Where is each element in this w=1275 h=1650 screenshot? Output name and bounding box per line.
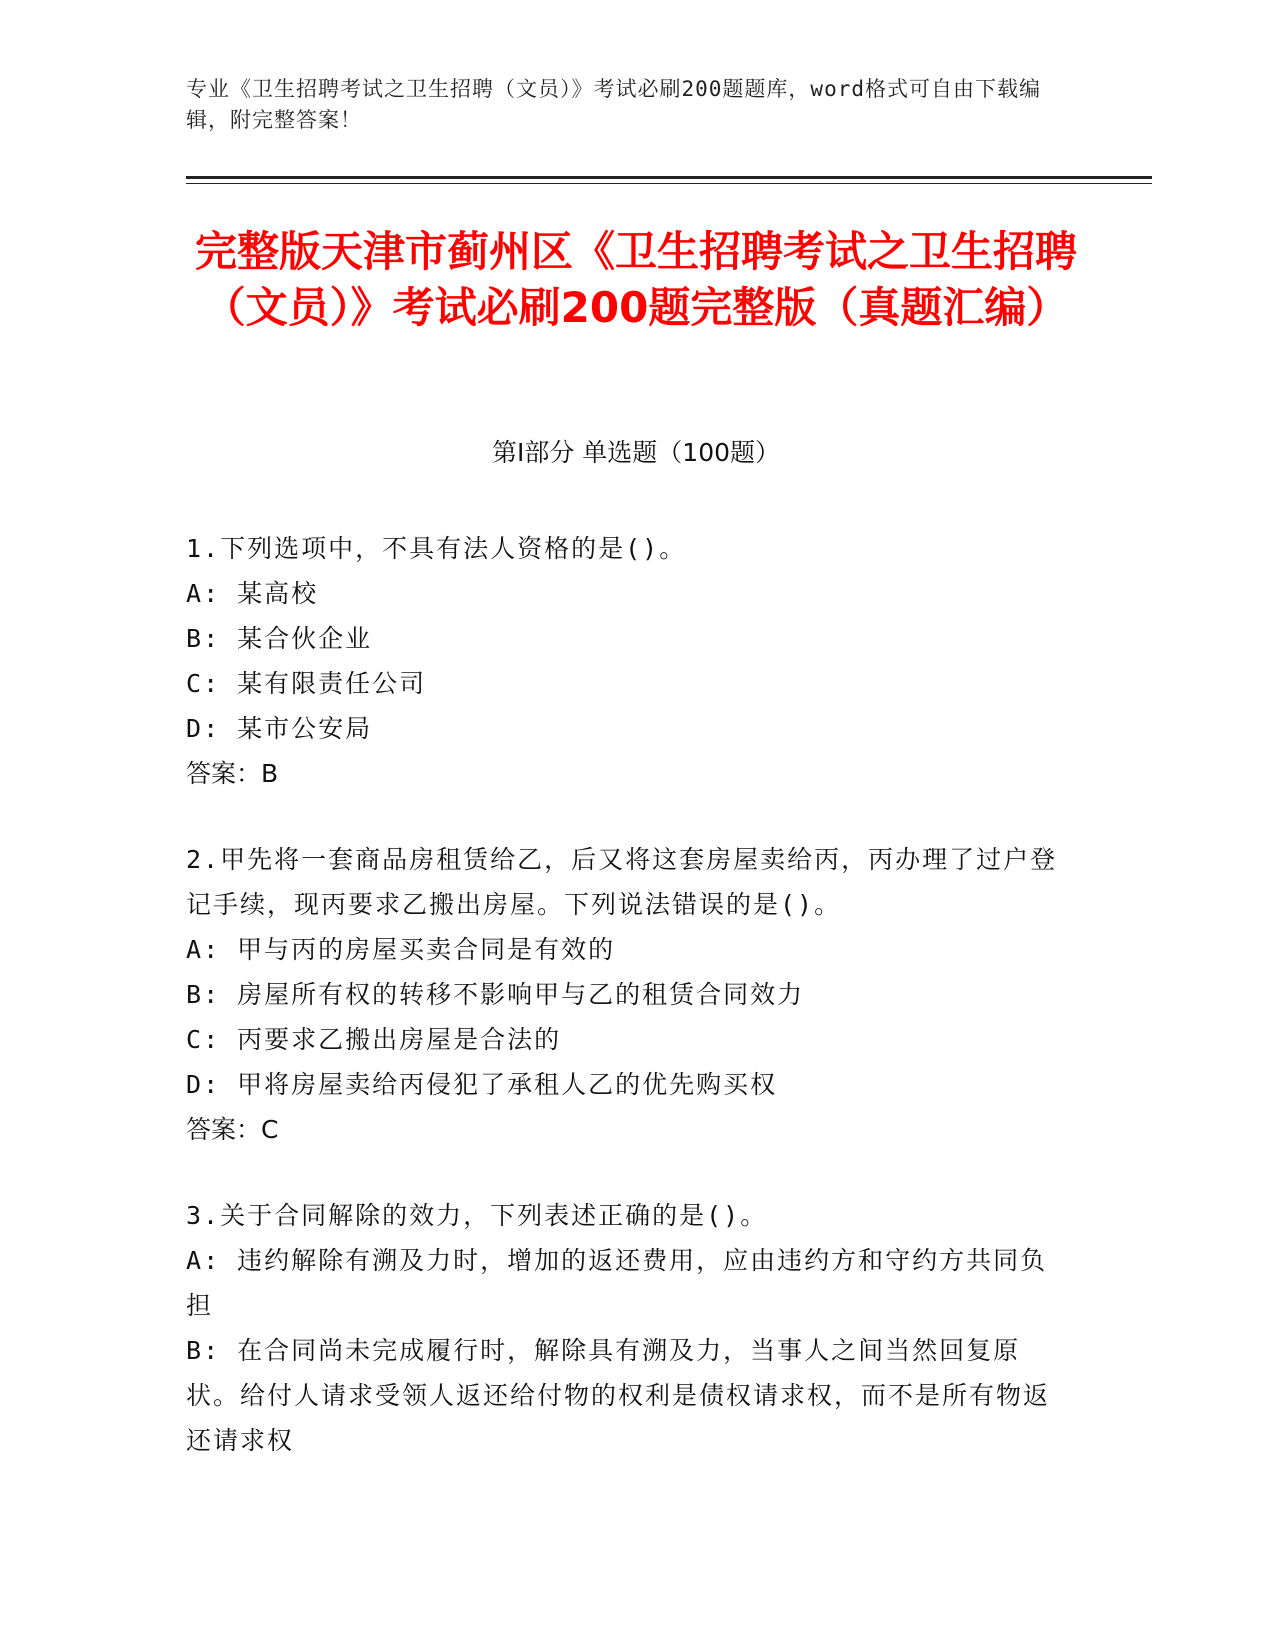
option-key: B (186, 1336, 204, 1365)
option-text: 甲将房屋卖给丙侵犯了承租人乙的优先购买权 (237, 1070, 778, 1099)
document-title: 完整版天津市蓟州区《卫生招聘考试之卫生招聘（文员）》考试必刷200题完整版（真题汇编） (194, 227, 1077, 332)
option-key: B (186, 624, 204, 653)
option-key: A (186, 935, 204, 964)
question-2 (186, 837, 1066, 1152)
option-text: 某有限责任公司 (237, 669, 427, 698)
option-text: 某合伙企业 (237, 624, 373, 653)
option-text: 某高校 (237, 579, 319, 608)
option-key: D (186, 1070, 204, 1099)
answer: 答案：B (186, 759, 279, 788)
header-rule-thick (186, 176, 1152, 179)
header-rule-thin (186, 183, 1152, 184)
option-key: D (186, 714, 204, 743)
option-b: B: 在合同尚未完成履行时，解除具有溯及力，当事人之间当然回复原状。给付人请求受领人返还给付物的权利是债权请求权，而不是所有物返还请求权 (186, 1336, 1051, 1455)
option-d: D: 某市公安局 (186, 714, 373, 743)
option-a: A: 甲与丙的房屋买卖合同是有效的 (186, 935, 616, 964)
section-heading: 第Ⅰ部分 单选题（100题） (491, 438, 781, 467)
header-note: 专业《卫生招聘考试之卫生招聘（文员）》考试必刷200题题库，word格式可自由下载编辑，附完整答案！ (186, 77, 1041, 132)
option-text: 丙要求乙搬出房屋是合法的 (237, 1025, 562, 1054)
option-d: D: 甲将房屋卖给丙侵犯了承租人乙的优先购买权 (186, 1070, 778, 1099)
option-text: 房屋所有权的转移不影响甲与乙的租赁合同效力 (237, 980, 805, 1009)
option-text: 甲与丙的房屋买卖合同是有效的 (237, 935, 616, 964)
option-key: A (186, 1246, 204, 1275)
answer: 答案：C (186, 1115, 279, 1144)
option-c: C: 某有限责任公司 (186, 669, 427, 698)
question-3 (186, 1193, 1066, 1463)
option-a: A: 某高校 (186, 579, 319, 608)
option-text: 在合同尚未完成履行时，解除具有溯及力，当事人之间当然回复原状。给付人请求受领人返还给付物的权利是债权请求权，而不是所有物返还请求权 (186, 1336, 1051, 1455)
option-b: B: 房屋所有权的转移不影响甲与乙的租赁合同效力 (186, 980, 805, 1009)
question-1 (186, 526, 1066, 796)
question-stem: 2.甲先将一套商品房租赁给乙，后又将这套房屋卖给丙，丙办理了过户登记手续，现丙要求乙搬出房屋。下列说法错误的是()。 (186, 845, 1058, 919)
option-key: C (186, 669, 204, 698)
option-key: B (186, 980, 204, 1009)
option-b: B: 某合伙企业 (186, 624, 373, 653)
option-text: 某市公安局 (237, 714, 373, 743)
option-text: 违约解除有溯及力时，增加的返还费用，应由违约方和守约方共同负担 (186, 1246, 1048, 1320)
question-stem: 3.关于合同解除的效力，下列表述正确的是()。 (186, 1201, 768, 1230)
option-key: C (186, 1025, 204, 1054)
question-list (186, 526, 1066, 1504)
option-key: A (186, 579, 204, 608)
option-c: C: 丙要求乙搬出房屋是合法的 (186, 1025, 562, 1054)
question-stem: 1.下列选项中，不具有法人资格的是()。 (186, 534, 687, 563)
option-a: A: 违约解除有溯及力时，增加的返还费用，应由违约方和守约方共同负担 (186, 1246, 1048, 1320)
